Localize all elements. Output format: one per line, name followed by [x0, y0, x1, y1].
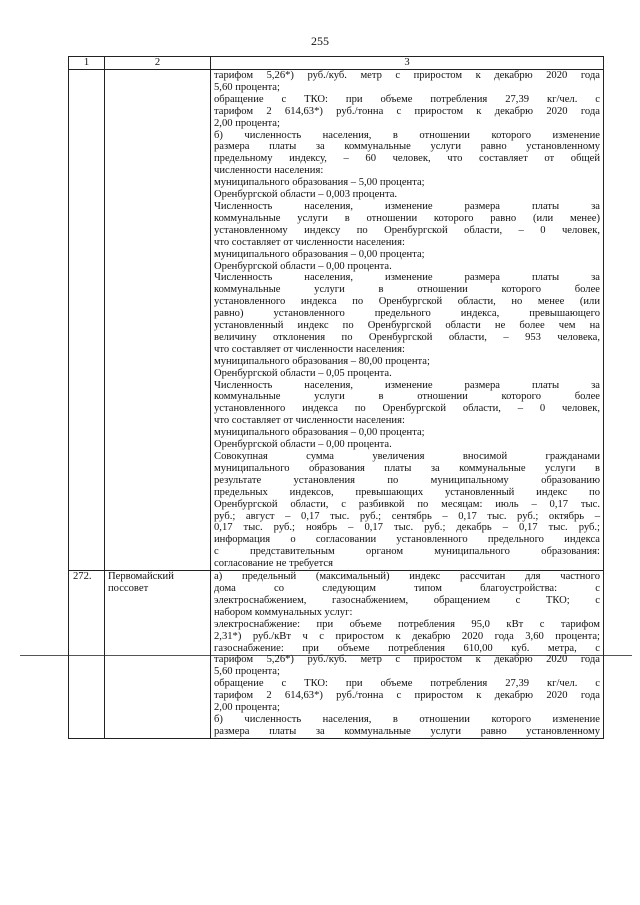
text-line: информация о согласовании установленного предельного индекса [214, 534, 600, 546]
text-line: тарифом 5,26*) руб./куб. метр с приростом к декабрю 2020 года [214, 70, 600, 81]
text-line: б) численность населения, в отношении которого изменение [214, 129, 600, 141]
text-line: коммунальные услуги в отношении которого более [214, 391, 600, 403]
text-line: Численность населения, изменение размера платы за [214, 200, 600, 212]
table-header-row [69, 57, 604, 70]
text-line: 2,00 процента; [214, 117, 280, 129]
text-line: электроснабжение: при объеме потребления 95,0 кВт с тарифом [214, 618, 600, 630]
text-line: электроснабжением, газоснабжением, обращением с ТКО; с [214, 594, 600, 606]
column-header-3: 3 [211, 57, 604, 70]
text-line: тарифом 2 614,63*) руб./тонна с приростом к декабрю 2020 года [214, 690, 600, 702]
text-line: размера платы за коммунальные услуги равно установленному [214, 725, 600, 737]
municipality-name [105, 70, 211, 571]
text-line: установленный индекс по Оренбургской области не более чем на [214, 320, 600, 332]
description-cell [211, 70, 604, 571]
text-line: численности населения: [214, 165, 324, 177]
text-line: тарифом 2 614,63*) руб./тонна с приростом к декабрю 2020 года [214, 105, 600, 117]
text-line: дома со следующим типом благоустройства: с [214, 582, 600, 594]
text-line: муниципального образования – 0,00 процента; [214, 427, 425, 439]
text-line: предельных индексов, превышающих установленный индекс по [214, 486, 600, 498]
text-line: установленного индекса по Оренбургской области, но менее (или [214, 296, 600, 308]
text-line: обращение с ТКО: при объеме потребления 27,39 кг/чел. с [214, 678, 600, 690]
column-header-1: 1 [69, 57, 105, 70]
text-line: Численность населения, изменение размера платы за [214, 379, 600, 391]
text-line: Оренбургской области – 0,003 процента. [214, 189, 398, 201]
text-line: Численность населения, изменение размера платы за [214, 272, 600, 284]
text-line: 2,31*) руб./кВт ч с приростом к декабрю 2020 года 3,60 процента; [214, 630, 600, 642]
text-line: равно) установленного предельного индекса, превышающего [214, 308, 600, 320]
row-number: 272. [69, 571, 105, 739]
text-line: коммунальные услуги в отношении которого более [214, 284, 600, 296]
text-line: что составляет от численности населения: [214, 343, 405, 355]
text-line: 0,17 тыс. руб.; ноябрь – 0,17 тыс. руб.; декабрь – 0,17 тыс. руб.; [214, 522, 600, 534]
text-line: Оренбургской области – 0,00 процента. [214, 260, 392, 272]
text-line: Оренбургской области, с разбивкой по месяцам: июль – 0,17 тыс. [214, 498, 600, 510]
text-line: результате установления по муниципальному образованию [214, 474, 600, 486]
column-header-2: 2 [105, 57, 211, 70]
text-line: тарифом 5,26*) руб./куб. метр с приростом к декабрю 2020 года [214, 654, 600, 666]
text-line: набором коммунальных услуг: [214, 606, 353, 618]
text-line: коммунальные услуги в отношении которого равно (или менее) [214, 212, 600, 224]
text-line: с представительным органом муниципального образования: [214, 546, 600, 558]
text-line: величину отклонения по Оренбургской области, – 953 человека, [214, 331, 600, 343]
text-line: Совокупная сумма увеличения вносимой гражданами [214, 451, 600, 462]
text-line: размера платы за коммунальные услуги равно установленному [214, 141, 600, 153]
page-number: 255 [311, 34, 329, 48]
text-line: б) численность населения, в отношении которого изменение [214, 713, 600, 725]
text-line: согласование не требуется [214, 558, 334, 570]
municipality-name: Первомайский поссовет [105, 571, 211, 739]
table-row [69, 571, 604, 739]
row-number [69, 70, 105, 571]
text-line: 2,00 процента; [214, 702, 280, 714]
document-table [68, 56, 604, 739]
text-line: руб.; август – 0,17 тыс. руб.; сентябрь – 0,17 тыс. руб.; октябрь – [214, 510, 600, 522]
text-line: газоснабжение: при объеме потребления 610,00 куб. метра, с [214, 642, 600, 654]
text-line: обращение с ТКО: при объеме потребления 27,39 кг/чел. с [214, 93, 600, 105]
description-cell [211, 571, 604, 739]
text-line: муниципального образования – 5,00 процента; [214, 177, 425, 189]
text-line: а) предельный (максимальный) индекс рассчитан для частного [214, 571, 600, 583]
text-line: муниципального образования – 0,00 процента; [214, 248, 425, 260]
text-line: Оренбургской области – 0,05 процента. [214, 367, 392, 379]
text-line: муниципального образования – 80,00 процента; [214, 355, 430, 367]
text-line: 5,60 процента; [214, 81, 280, 93]
text-line: муниципального образования платы за коммунальные услуги в [214, 462, 600, 474]
text-line: установленного индекса по Оренбургской области, – 0 человек, [214, 403, 600, 415]
text-line: предельному индексу, – 60 человек, что составляет от общей [214, 153, 600, 165]
text-line: Оренбургской области – 0,00 процента. [214, 439, 392, 451]
text-line: что составляет от численности населения: [214, 415, 405, 427]
text-line: установленному индексу по Оренбургской области, – 0 человек, [214, 224, 600, 236]
text-line: 5,60 процента; [214, 666, 280, 678]
table-row [69, 70, 604, 571]
text-line: что составляет от численности населения: [214, 236, 405, 248]
